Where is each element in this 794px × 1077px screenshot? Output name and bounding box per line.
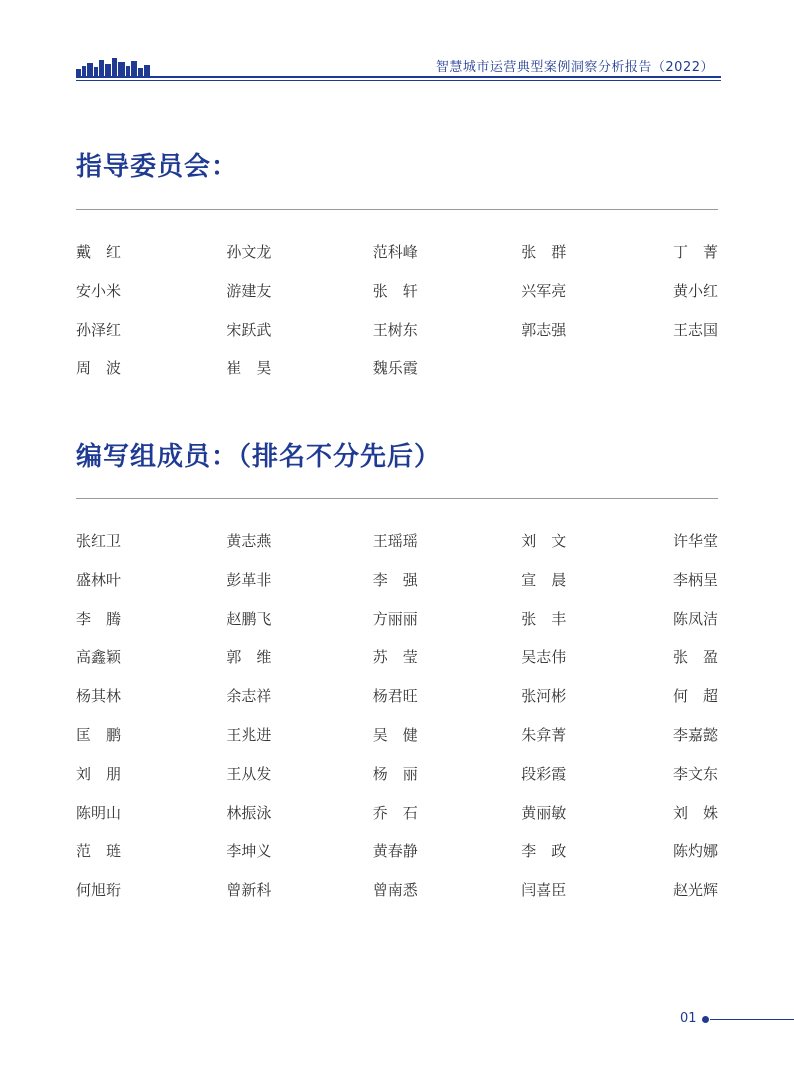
section-title-steering-committee: 指导委员会： <box>76 152 239 182</box>
member-name: 杨 丽 <box>372 764 418 783</box>
page-number: 01 <box>680 1011 697 1026</box>
member-name: 李 政 <box>521 842 567 861</box>
report-title: 智慧城市运营典型案例洞察分析报告（2022） <box>435 60 714 75</box>
member-name: 李嘉懿 <box>672 725 718 744</box>
member-name: 方丽丽 <box>372 609 418 628</box>
member-name: 李 强 <box>372 570 418 589</box>
member-name: 郭志强 <box>521 320 567 339</box>
member-name: 许华堂 <box>672 532 718 550</box>
member-name: 陈凤洁 <box>672 609 718 628</box>
member-name: 余志祥 <box>226 687 272 706</box>
member-name: 刘 文 <box>521 532 567 550</box>
header-rule-thin <box>76 80 721 81</box>
member-name: 乔 石 <box>372 803 418 822</box>
member-name: 张河彬 <box>521 687 567 706</box>
member-name: 林振泳 <box>226 803 272 822</box>
member-name: 吴 健 <box>372 725 418 744</box>
member-name: 苏 莹 <box>372 648 418 667</box>
member-name: 兴军亮 <box>521 281 567 300</box>
member-name: 魏乐霞 <box>372 359 418 378</box>
member-name: 张红卫 <box>76 532 122 550</box>
member-name: 刘 朋 <box>76 764 122 783</box>
member-name: 段彩霞 <box>521 764 567 783</box>
member-name: 王兆进 <box>226 725 272 744</box>
section-divider <box>76 498 718 499</box>
member-name: 周 波 <box>76 359 122 378</box>
member-name: 张 群 <box>521 243 567 261</box>
member-name: 黄丽敏 <box>521 803 567 822</box>
member-name: 宋跃武 <box>226 320 272 339</box>
member-name: 李坤义 <box>226 842 272 861</box>
member-name: 何 超 <box>672 687 718 706</box>
member-name: 赵光辉 <box>672 881 718 900</box>
member-name: 李柄呈 <box>672 570 718 589</box>
city-skyline-icon <box>76 56 150 76</box>
member-name: 曾新科 <box>226 881 272 900</box>
member-name: 安小米 <box>76 281 122 300</box>
member-name: 杨其林 <box>76 687 122 706</box>
member-name: 张 丰 <box>521 609 567 628</box>
member-name: 游建友 <box>226 281 272 300</box>
member-name: 戴 红 <box>76 243 122 261</box>
member-name: 刘 姝 <box>672 803 718 822</box>
member-name: 陈灼娜 <box>672 842 718 861</box>
footer-line <box>710 1019 794 1020</box>
member-name: 张 轩 <box>372 281 418 300</box>
member-name: 王从发 <box>226 764 272 783</box>
writing-group-names <box>76 531 718 919</box>
member-name: 吴志伟 <box>521 648 567 667</box>
member-name: 赵鹏飞 <box>226 609 272 628</box>
member-name: 丁 菁 <box>672 243 718 261</box>
member-name: 孙泽红 <box>76 320 122 339</box>
member-name: 王树东 <box>372 320 418 339</box>
member-name: 陈明山 <box>76 803 122 822</box>
member-name: 范科峰 <box>372 243 418 261</box>
member-name: 匡 鹏 <box>76 725 122 744</box>
member-name: 何旭珩 <box>76 881 122 900</box>
section-title-writing-group: 编写组成员：（排名不分先后） <box>76 442 442 472</box>
member-name: 彭革非 <box>226 570 272 589</box>
member-name: 杨君旺 <box>372 687 418 706</box>
page-header <box>0 0 794 90</box>
header-rule <box>76 76 721 78</box>
member-name: 高鑫颖 <box>76 648 122 667</box>
member-name: 张 盈 <box>672 648 718 667</box>
member-name: 范 琏 <box>76 842 122 861</box>
member-name: 崔 昊 <box>226 359 272 378</box>
member-name: 黄春静 <box>372 842 418 861</box>
member-name: 朱弇菁 <box>521 725 567 744</box>
member-name: 王瑶瑶 <box>372 532 418 550</box>
member-name: 李文东 <box>672 764 718 783</box>
member-name: 宣 晨 <box>521 570 567 589</box>
section-divider <box>76 209 718 210</box>
page-number-dot <box>702 1016 709 1023</box>
member-name: 郭 维 <box>226 648 272 667</box>
member-name: 曾南悉 <box>372 881 418 900</box>
member-name: 黄小红 <box>672 281 718 300</box>
member-name: 孙文龙 <box>226 243 272 261</box>
member-name: 黄志燕 <box>226 532 272 550</box>
member-name: 闫喜臣 <box>521 881 567 900</box>
steering-committee-names <box>76 242 718 397</box>
member-name: 李 腾 <box>76 609 122 628</box>
member-name: 盛林叶 <box>76 570 122 589</box>
member-name: 王志国 <box>672 320 718 339</box>
